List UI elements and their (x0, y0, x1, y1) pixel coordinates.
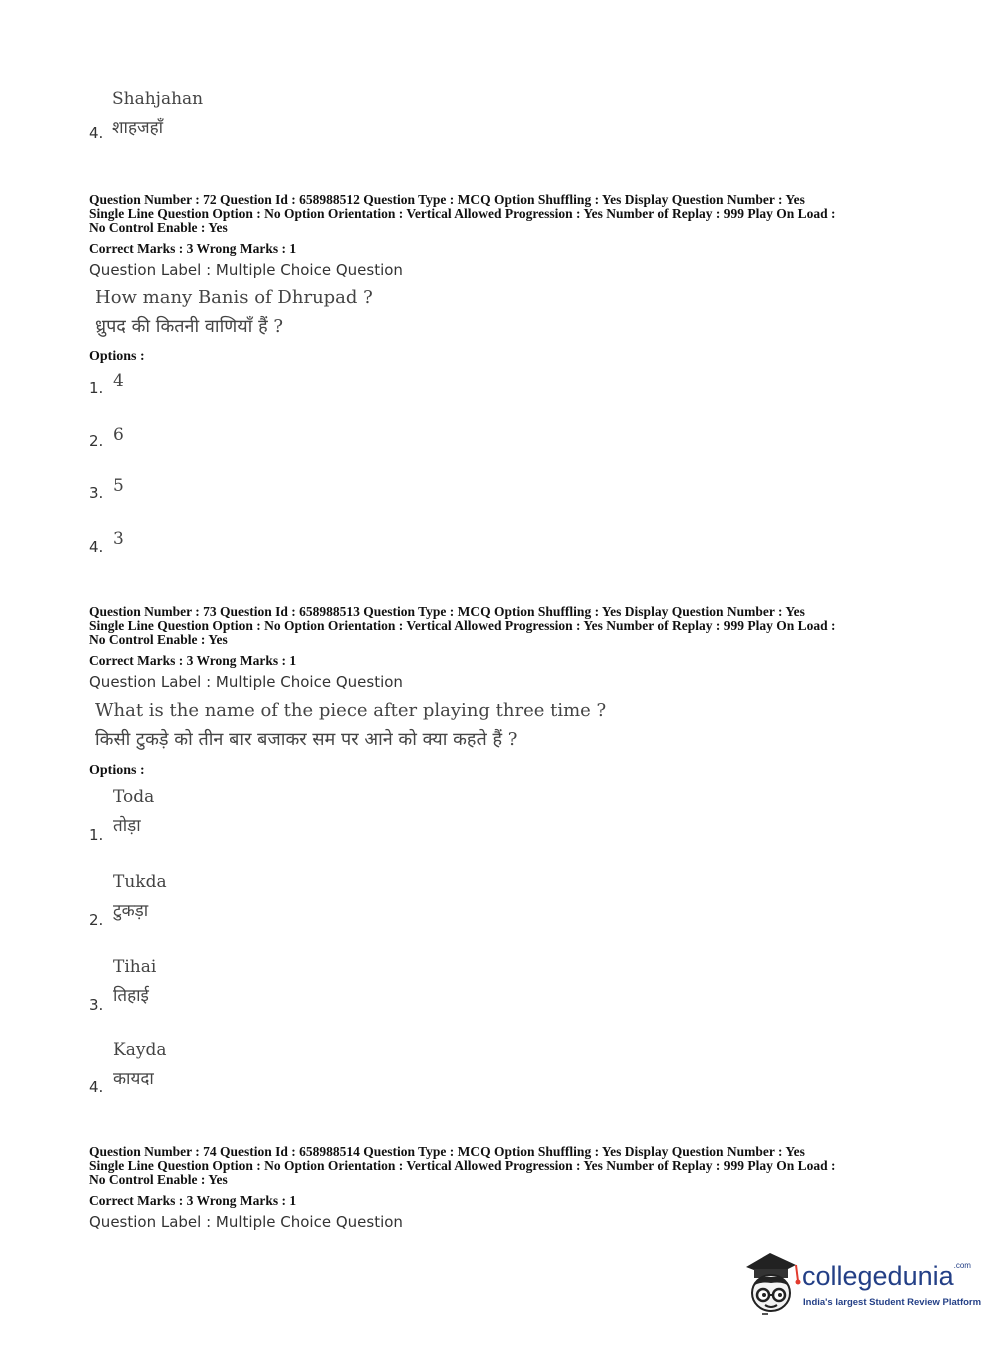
option-number: 2. (89, 911, 104, 929)
option-value[interactable]: 3 (113, 529, 124, 549)
option-en[interactable]: Tukda (113, 872, 167, 892)
question-text-en: How many Banis of Dhrupad ? (95, 287, 373, 308)
option-value[interactable]: 6 (113, 425, 124, 445)
question-meta-line3: No Control Enable : Yes (89, 220, 228, 235)
question-text-en: What is the name of the piece after playing three time ? (95, 700, 607, 721)
question-marks: Correct Marks : 3 Wrong Marks : 1 (89, 1193, 297, 1208)
question-meta-line2: Single Line Question Option : No Option Orientation : Vertical Allowed Progression : Yes Number of Replay : 999 Play On Load : (89, 618, 836, 633)
mascot-icon (740, 1247, 802, 1317)
option-hi[interactable]: तोड़ा (113, 816, 141, 836)
logo-name: collegedunia (802, 1261, 954, 1291)
option-en[interactable]: Kayda (113, 1040, 167, 1060)
question-label: Question Label : Multiple Choice Question (89, 673, 403, 691)
option-number: 1. (89, 826, 104, 844)
question-text-hi: किसी टुकड़े को तीन बार बजाकर सम पर आने को क्या कहते हैं ? (95, 729, 518, 750)
question-label: Question Label : Multiple Choice Question (89, 261, 403, 279)
logo-suffix: .com (953, 1261, 971, 1270)
option-number: 3. (89, 484, 104, 502)
option-value[interactable]: 5 (113, 476, 124, 496)
divider (762, 1313, 768, 1315)
prev-option-4-number: 4. (89, 124, 104, 142)
question-meta-line1: Question Number : 72 Question Id : 658988512 Question Type : MCQ Option Shuffling : Yes Display Question Number : Yes (89, 192, 805, 207)
collegedunia-logo (740, 1247, 982, 1319)
option-value[interactable]: 4 (113, 371, 124, 391)
option-number: 1. (89, 379, 104, 397)
option-hi[interactable]: कायदा (113, 1069, 154, 1089)
options-heading: Options : (89, 349, 145, 364)
question-meta-line2: Single Line Question Option : No Option Orientation : Vertical Allowed Progression : Yes Number of Replay : 999 Play On Load : (89, 1158, 836, 1173)
question-text-hi: ध्रुपद की कितनी वाणियाँ हैं ? (95, 316, 283, 337)
question-meta-line2: Single Line Question Option : No Option Orientation : Vertical Allowed Progression : Yes Number of Replay : 999 Play On Load : (89, 206, 836, 221)
question-meta-line1: Question Number : 73 Question Id : 658988513 Question Type : MCQ Option Shuffling : Yes Display Question Number : Yes (89, 604, 805, 619)
option-en[interactable]: Toda (113, 787, 155, 807)
option-en[interactable]: Tihai (113, 957, 157, 977)
option-hi[interactable]: टुकड़ा (113, 901, 149, 921)
question-marks: Correct Marks : 3 Wrong Marks : 1 (89, 653, 297, 668)
question-marks: Correct Marks : 3 Wrong Marks : 1 (89, 241, 297, 256)
option-number: 4. (89, 1078, 104, 1096)
logo-tagline: India's largest Student Review Platform (803, 1297, 982, 1308)
prev-option-4-hi: शाहजहाँ (112, 118, 164, 138)
option-number: 3. (89, 996, 104, 1014)
question-meta-line3: No Control Enable : Yes (89, 1172, 228, 1187)
options-heading: Options : (89, 763, 145, 778)
question-label: Question Label : Multiple Choice Question (89, 1213, 403, 1231)
question-meta-line1: Question Number : 74 Question Id : 658988514 Question Type : MCQ Option Shuffling : Yes Display Question Number : Yes (89, 1144, 805, 1159)
option-number: 4. (89, 538, 104, 556)
option-number: 2. (89, 432, 104, 450)
prev-option-4-en: Shahjahan (112, 89, 204, 109)
question-meta-line3: No Control Enable : Yes (89, 632, 228, 647)
option-hi[interactable]: तिहाई (113, 986, 149, 1006)
